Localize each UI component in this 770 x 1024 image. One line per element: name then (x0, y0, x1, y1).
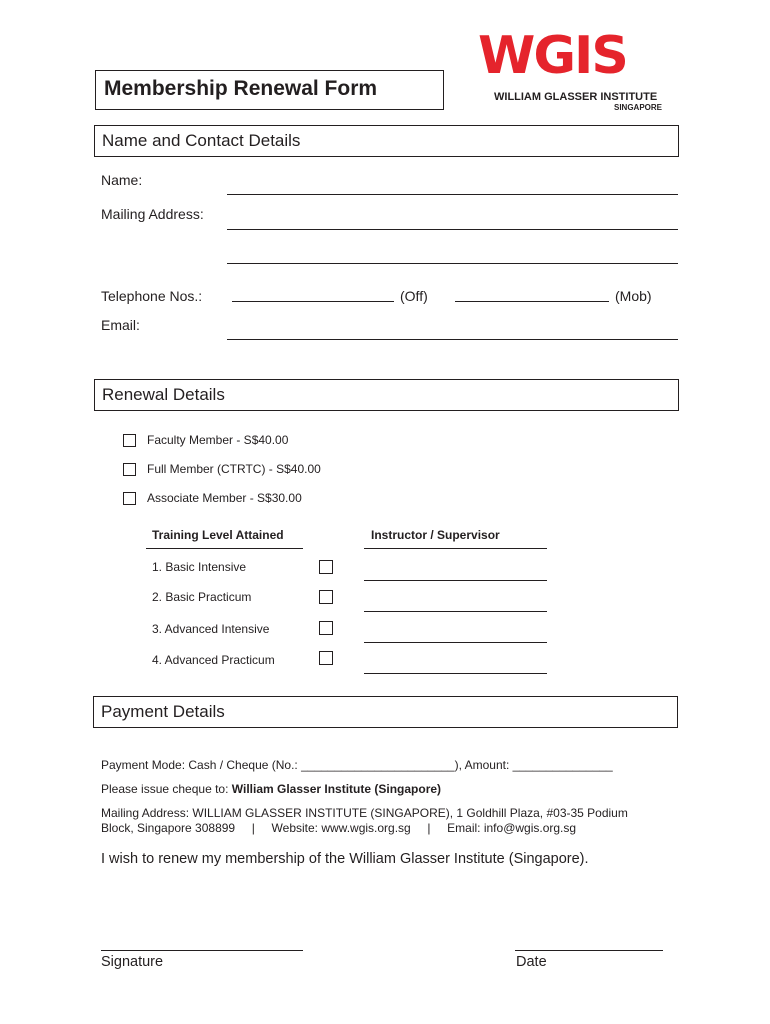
office-label: (Off) (400, 288, 428, 304)
cheque-payee-name: William Glasser Institute (Singapore) (231, 782, 442, 796)
section-renewal: Renewal Details (94, 379, 679, 411)
level-basic-intensive-checkbox[interactable] (319, 560, 333, 574)
email-field[interactable] (227, 339, 678, 340)
cheque-payee-line (101, 782, 441, 796)
logo-wordmark: WGIS (478, 26, 627, 86)
form-title: Membership Renewal Form (95, 70, 444, 110)
telephone-office-field[interactable] (232, 301, 394, 302)
associate-member-checkbox[interactable] (123, 492, 136, 505)
name-field[interactable] (227, 194, 678, 195)
email-label: Email: (101, 317, 140, 333)
mailing-address-field-line1[interactable] (227, 229, 678, 230)
mailing-address-line1: Mailing Address: WILLIAM GLASSER INSTITUTE (SINGAPORE), 1 Goldhill Plaza, #03-35 Podium (101, 806, 628, 820)
payment-mode-line: Payment Mode: Cash / Cheque (No.: _______________________), Amount: _______________ (101, 758, 613, 772)
instructor-header-rule (364, 548, 547, 549)
mailing-address-line2: Block, Singapore 308899 | Website: www.wgis.org.sg | Email: info@wgis.org.sg (101, 821, 577, 835)
declaration-text: I wish to renew my membership of the William Glasser Institute (Singapore). (101, 851, 589, 867)
date-label: Date (516, 954, 547, 970)
level-basic-practicum-checkbox[interactable] (319, 590, 333, 604)
level-advanced-intensive-checkbox[interactable] (319, 621, 333, 635)
level-advanced-practicum-label: 4. Advanced Practicum (152, 653, 275, 667)
mailing-address-field-line2[interactable] (227, 263, 678, 264)
level-advanced-practicum-checkbox[interactable] (319, 651, 333, 665)
training-header-rule (146, 548, 303, 549)
section-contact: Name and Contact Details (94, 125, 679, 157)
level-basic-practicum-label: 2. Basic Practicum (152, 590, 252, 604)
telephone-mobile-field[interactable] (455, 301, 609, 302)
name-label: Name: (101, 172, 143, 188)
faculty-member-checkbox[interactable] (123, 434, 136, 447)
mobile-label: (Mob) (615, 288, 652, 304)
cheque-payee-prefix: Please issue cheque to: (101, 782, 232, 796)
level-advanced-intensive-instructor-field[interactable] (364, 642, 547, 643)
telephone-label: Telephone Nos.: (101, 288, 203, 304)
signature-field[interactable] (101, 950, 303, 951)
date-field[interactable] (515, 950, 663, 951)
full-member-checkbox[interactable] (123, 463, 136, 476)
mailing-address-label: Mailing Address: (101, 206, 204, 222)
faculty-member-label: Faculty Member - S$40.00 (147, 433, 289, 447)
logo-institute-name: WILLIAM GLASSER INSTITUTE (494, 91, 658, 103)
level-advanced-intensive-label: 3. Advanced Intensive (152, 622, 270, 636)
instructor-header: Instructor / Supervisor (371, 528, 500, 542)
wgis-logo (478, 26, 688, 114)
level-basic-intensive-instructor-field[interactable] (364, 580, 547, 581)
associate-member-label: Associate Member - S$30.00 (147, 491, 302, 505)
full-member-label: Full Member (CTRTC) - S$40.00 (147, 462, 321, 476)
signature-label: Signature (101, 954, 164, 970)
training-level-header: Training Level Attained (152, 528, 284, 542)
level-basic-intensive-label: 1. Basic Intensive (152, 560, 247, 574)
level-basic-practicum-instructor-field[interactable] (364, 611, 547, 612)
level-advanced-practicum-instructor-field[interactable] (364, 673, 547, 674)
logo-country: SINGAPORE (614, 103, 663, 112)
section-payment: Payment Details (93, 696, 678, 728)
